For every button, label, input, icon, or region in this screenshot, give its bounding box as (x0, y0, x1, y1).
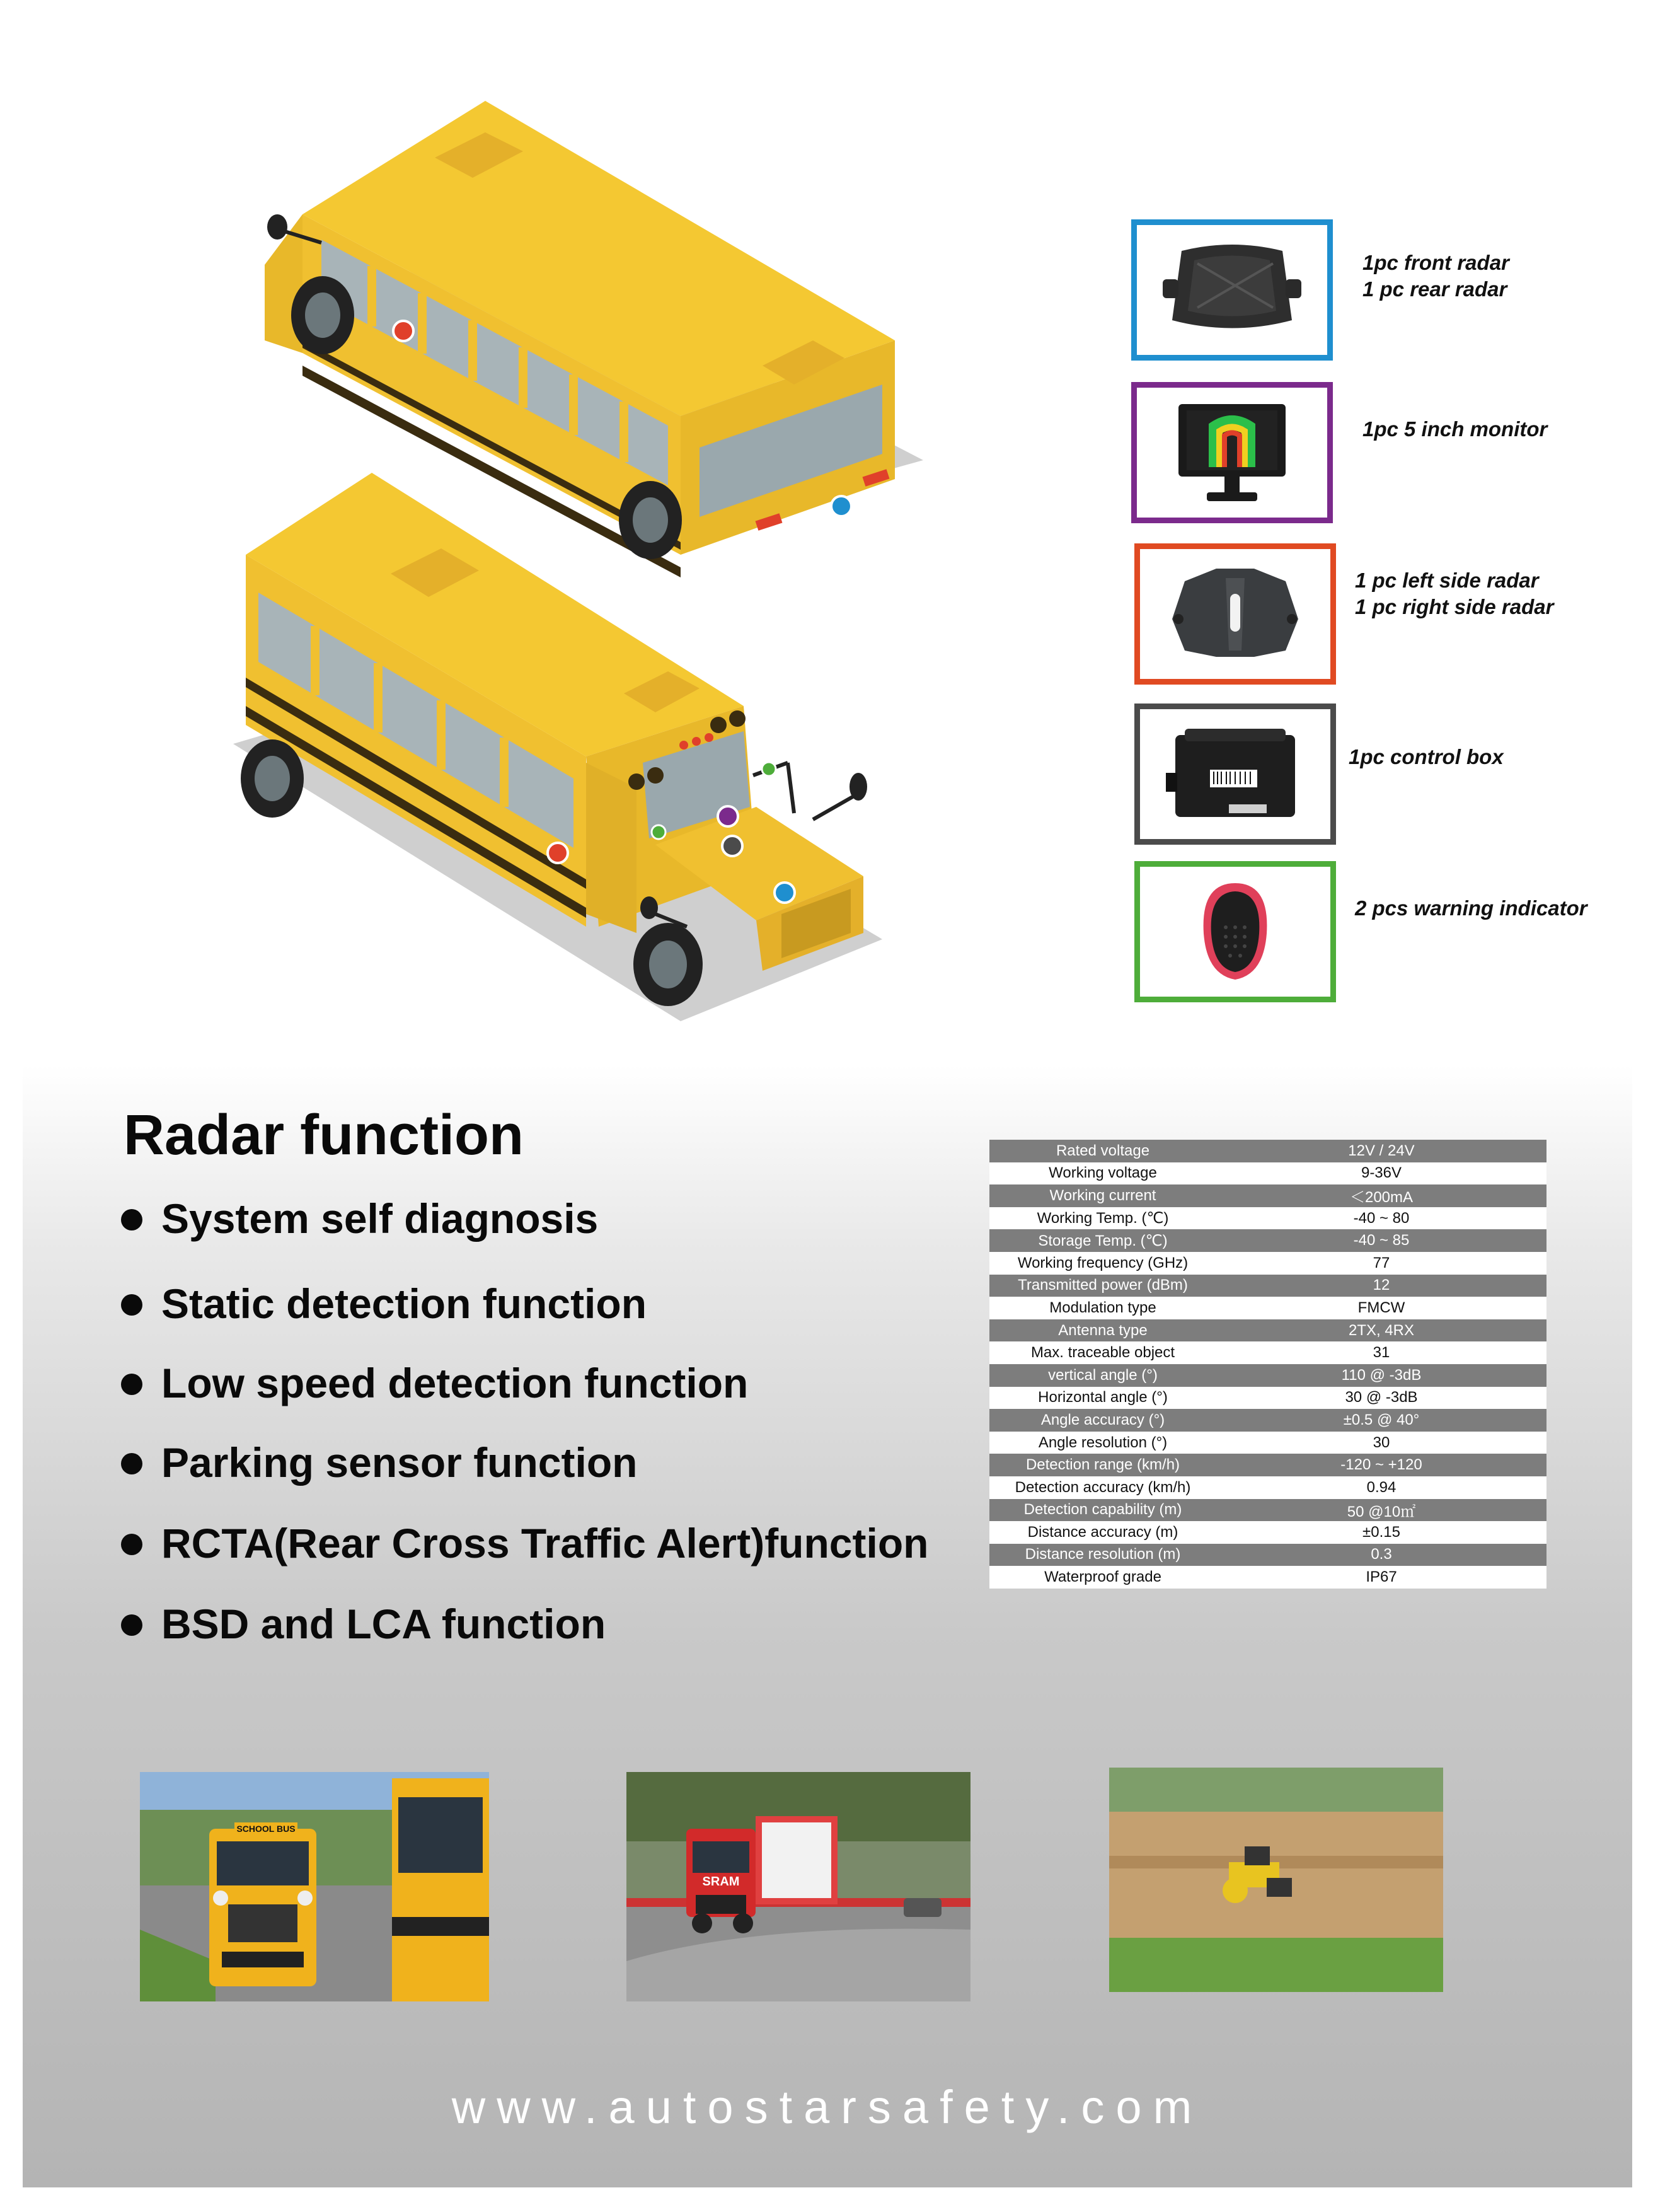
side-radar-dot (548, 843, 568, 863)
side-radar-label: 1 pc left side radar 1 pc right side radar (1355, 569, 1554, 618)
bullet-icon (121, 1534, 142, 1555)
feature-item: Parking sensor function (121, 1439, 637, 1486)
spec-row (989, 1252, 1546, 1275)
monitor-label: 1pc 5 inch monitor (1362, 417, 1548, 441)
spec-name: Working current (989, 1184, 1216, 1207)
front-radar-dot (775, 883, 795, 903)
spec-row (989, 1566, 1546, 1589)
spec-name: Horizontal angle (°) (989, 1387, 1216, 1410)
spec-value: IP67 (1216, 1566, 1546, 1589)
spec-value: 0.94 (1216, 1476, 1546, 1499)
spec-row (989, 1140, 1546, 1162)
spec-row (989, 1229, 1546, 1252)
monitor-dot (718, 806, 738, 826)
spec-value: 30 @ -3dB (1216, 1387, 1546, 1410)
bullet-icon (121, 1614, 142, 1636)
spec-value: ±0.15 (1216, 1521, 1546, 1544)
bullet-icon (121, 1374, 142, 1395)
spec-row (989, 1184, 1546, 1207)
spec-value: 0.3 (1216, 1544, 1546, 1566)
spec-row (989, 1454, 1546, 1476)
road-roller-photo (1109, 1768, 1443, 1992)
front-rear-radar-label: 1pc front radar 1 pc rear radar (1362, 251, 1509, 301)
bullet-icon (121, 1209, 142, 1230)
spec-name: Rated voltage (989, 1140, 1216, 1162)
spec-value: ±0.5 @ 40° (1216, 1409, 1546, 1432)
spec-value: 50 @10㎡ (1216, 1499, 1546, 1522)
school-bus-photo (140, 1772, 489, 2001)
side-radar-box (1134, 543, 1336, 685)
spec-value: 12V / 24V (1216, 1140, 1546, 1162)
bus-sign-text: SCHOOL BUS (236, 1824, 296, 1834)
spec-row (989, 1387, 1546, 1410)
spec-value: 110 @ -3dB (1216, 1364, 1546, 1387)
spec-value: 12 (1216, 1275, 1546, 1297)
spec-value: ＜200mA (1216, 1184, 1546, 1207)
feature-item: System self diagnosis (121, 1195, 598, 1242)
spec-table (989, 1140, 1546, 1589)
warning-indicator-box (1134, 861, 1336, 1002)
feature-item: BSD and LCA function (121, 1600, 606, 1648)
website-url: www.autostarsafety.com (451, 2081, 1204, 2133)
spec-row (989, 1341, 1546, 1364)
control-box-box (1134, 704, 1336, 845)
spec-name: Modulation type (989, 1297, 1216, 1319)
spec-name: Storage Temp. (℃) (989, 1229, 1216, 1252)
spec-value: 2TX, 4RX (1216, 1319, 1546, 1342)
spec-name: Working frequency (GHz) (989, 1252, 1216, 1275)
control-box-icon (1141, 710, 1330, 838)
radar-sensor-icon (1138, 226, 1327, 354)
spec-name: Working Temp. (℃) (989, 1207, 1216, 1230)
spec-row (989, 1364, 1546, 1387)
spec-value: 77 (1216, 1252, 1546, 1275)
spec-name: Transmitted power (dBm) (989, 1275, 1216, 1297)
control-box-dot (722, 836, 742, 856)
spec-row (989, 1297, 1546, 1319)
spec-value: 30 (1216, 1432, 1546, 1454)
spec-value: 9-36V (1216, 1162, 1546, 1185)
rear-radar-dot (831, 496, 851, 516)
spec-value: -40 ~ 85 (1216, 1229, 1546, 1252)
school-bus-illustration (158, 76, 977, 1034)
monitor-icon (1138, 388, 1327, 517)
bullet-icon (121, 1294, 142, 1316)
spec-name: Detection accuracy (km/h) (989, 1476, 1216, 1499)
spec-value: 31 (1216, 1341, 1546, 1364)
spec-value: -40 ~ 80 (1216, 1207, 1546, 1230)
spec-name: Distance accuracy (m) (989, 1521, 1216, 1544)
radar-function-panel (23, 1065, 1632, 2187)
truck-photo (626, 1772, 970, 2001)
spec-row (989, 1162, 1546, 1185)
warning-indicator-dot (652, 825, 665, 839)
side-radar-icon (1141, 550, 1330, 678)
spec-name: Angle accuracy (°) (989, 1409, 1216, 1432)
spec-row (989, 1275, 1546, 1297)
spec-name: Distance resolution (m) (989, 1544, 1216, 1566)
spec-row (989, 1476, 1546, 1499)
spec-name: Working voltage (989, 1162, 1216, 1185)
spec-row (989, 1432, 1546, 1454)
spec-row (989, 1319, 1546, 1342)
radar-function-heading: Radar function (124, 1104, 524, 1167)
spec-value: FMCW (1216, 1297, 1546, 1319)
feature-item: RCTA(Rear Cross Traffic Alert)function (121, 1519, 928, 1567)
control-box-label: 1pc control box (1349, 745, 1504, 768)
spec-name: Max. traceable object (989, 1341, 1216, 1364)
spec-row (989, 1521, 1546, 1544)
spec-row (989, 1544, 1546, 1566)
feature-item: Low speed detection function (121, 1359, 748, 1407)
spec-name: Detection capability (m) (989, 1499, 1216, 1522)
spec-name: Waterproof grade (989, 1566, 1216, 1589)
monitor-box (1131, 382, 1333, 523)
warning-indicator-icon (1141, 867, 1330, 996)
warning-indicator-label: 2 pcs warning indicator (1355, 896, 1587, 920)
spec-row (989, 1409, 1546, 1432)
front-rear-radar-box (1131, 219, 1333, 361)
spec-name: Antenna type (989, 1319, 1216, 1342)
spec-row (989, 1207, 1546, 1230)
truck-brand-text: SRAM (702, 1875, 740, 1889)
front-bus-illustration (233, 473, 882, 1021)
side-radar-dot (393, 321, 413, 341)
spec-name: vertical angle (°) (989, 1364, 1216, 1387)
bullet-icon (121, 1453, 142, 1474)
spec-name: Angle resolution (°) (989, 1432, 1216, 1454)
spec-row (989, 1499, 1546, 1522)
spec-value: -120 ~ +120 (1216, 1454, 1546, 1476)
spec-name: Detection range (km/h) (989, 1454, 1216, 1476)
warning-indicator-dot (762, 762, 776, 776)
feature-item: Static detection function (121, 1280, 647, 1328)
